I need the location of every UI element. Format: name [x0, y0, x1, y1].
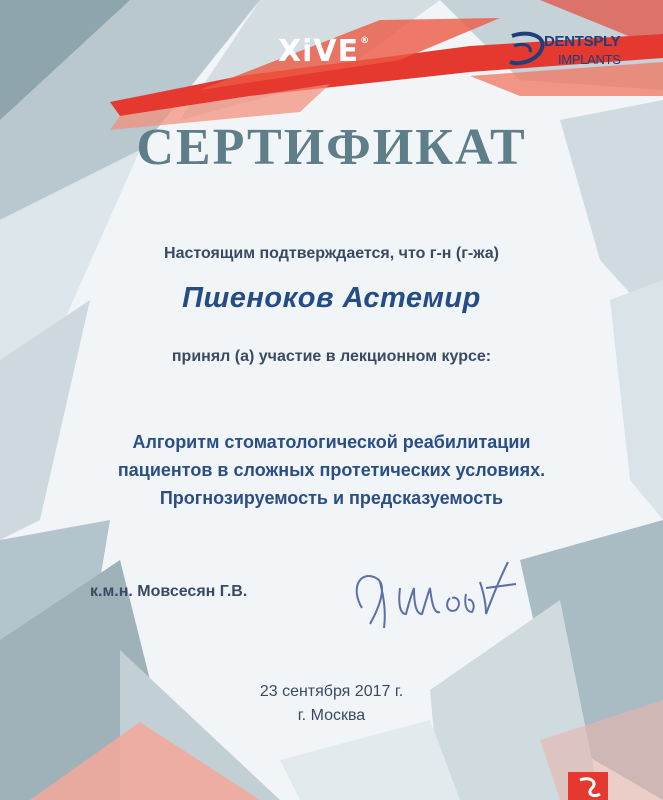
- dentsply-logo-name: DENTSPLY: [544, 33, 621, 50]
- intro-text: Настоящим подтверждается, что г-н (г-жа): [164, 245, 499, 262]
- course-title-line: Алгоритм стоматологической реабилитации: [132, 432, 531, 452]
- corner-logo-icon: [568, 768, 608, 800]
- lecturer-name: к.м.н. Мовсесян Г.В.: [90, 583, 248, 600]
- dentsply-logo-sub: IMPLANTS: [558, 52, 621, 67]
- course-title-line: Прогнозируемость и предсказуемость: [159, 488, 504, 508]
- certificate-city: г. Москва: [297, 707, 366, 724]
- certificate-title: СЕРТИФИКАТ: [136, 119, 527, 176]
- certificate-date: 23 сентября 2017 г.: [259, 683, 404, 700]
- participation-text: принял (а) участие в лекционном курсе:: [171, 348, 492, 365]
- course-title-line: пациентов в сложных протетических условиях.: [117, 460, 546, 480]
- recipient-name: Пшеноков Астемир: [182, 282, 481, 314]
- course-title: [0, 428, 663, 512]
- xive-logo: XiVE®: [278, 34, 371, 69]
- handwritten-signature: [340, 548, 530, 638]
